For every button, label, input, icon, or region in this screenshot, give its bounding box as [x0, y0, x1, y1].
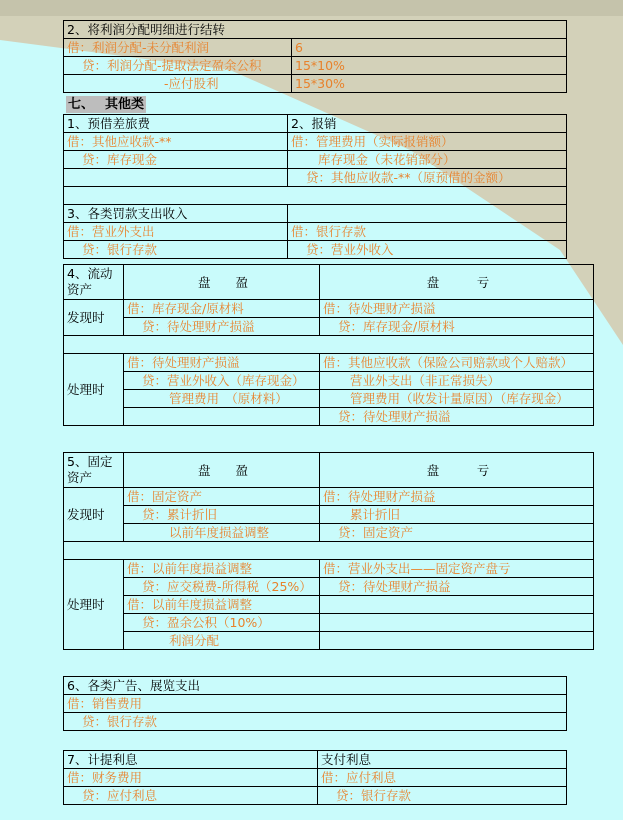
entry: 借：以前年度损益调整 — [124, 560, 320, 578]
entry: 贷：营业外收入（库存现金） — [124, 372, 320, 390]
entry: 借：财务费用 — [64, 769, 318, 787]
empty-cell — [64, 169, 288, 187]
entry: 借：管理费用（实际报销额） — [288, 133, 567, 151]
entry: 累计折旧 — [320, 506, 594, 524]
entry: 贷：银行存款 — [318, 787, 567, 805]
entry: -应付股利 — [64, 75, 292, 93]
column-header: 盘 亏 — [320, 453, 594, 488]
entry: 借：营业外支出——固定资产盘亏 — [320, 560, 594, 578]
empty-row — [64, 542, 594, 560]
entry: 贷：应交税费-所得税（25%） — [124, 578, 320, 596]
empty-cell — [320, 632, 594, 650]
fixed-assets-table — [63, 452, 594, 650]
cell-title: 3、各类罚款支出收入 — [64, 205, 288, 223]
amount: 6 — [292, 39, 567, 57]
section-heading: 七、 其他类 — [68, 97, 145, 112]
entry: 借：库存现金/原材料 — [124, 300, 320, 318]
profit-transfer-table — [63, 20, 567, 93]
entry: 借：利润分配-未分配利润 — [64, 39, 292, 57]
row-header: 发现时 — [64, 488, 124, 542]
row-header: 处理时 — [64, 560, 124, 650]
entry: 贷：累计折旧 — [124, 506, 320, 524]
entry: 借：待处理财产损益 — [320, 488, 594, 506]
entry: 营业外支出（非正常损失） — [320, 372, 594, 390]
entry: 利润分配 — [124, 632, 320, 650]
entry: 借：销售费用 — [64, 695, 567, 713]
entry: 借：待处理财产损溢 — [320, 300, 594, 318]
empty-cell — [124, 408, 320, 426]
entry: 借：其他应收款（保险公司赔款或个人赔款） — [320, 354, 594, 372]
entry: 借：银行存款 — [288, 223, 567, 241]
entry: 借：营业外支出 — [64, 223, 288, 241]
row-header: 处理时 — [64, 354, 124, 426]
advertising-table — [63, 676, 567, 731]
cell-title: 7、计提利息 — [64, 751, 318, 769]
entry: 以前年度损益调整 — [124, 524, 320, 542]
amount: 15*30% — [292, 75, 567, 93]
entry: 贷：库存现金 — [64, 151, 288, 169]
cell-title: 1、预借差旅费 — [64, 115, 288, 133]
empty-cell — [320, 596, 594, 614]
entry: 借：以前年度损益调整 — [124, 596, 320, 614]
column-header: 盘 盈 — [124, 453, 320, 488]
other-table — [63, 114, 567, 259]
entry: 贷：待处理财产损益 — [320, 578, 594, 596]
entry: 借：应付利息 — [318, 769, 567, 787]
entry: 库存现金（未花销部分） — [288, 151, 567, 169]
corner-cell: 4、流动资产 — [64, 265, 124, 300]
current-assets-table — [63, 264, 594, 426]
entry: 管理费用（收发计量原因）（库存现金） — [320, 390, 594, 408]
cell-title: 支付利息 — [318, 751, 567, 769]
entry: 贷：银行存款 — [64, 241, 288, 259]
row-header: 发现时 — [64, 300, 124, 336]
entry: 贷：盈余公积（10%） — [124, 614, 320, 632]
section-title: 6、各类广告、展览支出 — [64, 677, 567, 695]
entry: 贷：应付利息 — [64, 787, 318, 805]
entry: 贷：营业外收入 — [288, 241, 567, 259]
top-strip — [0, 0, 623, 16]
entry: 借：待处理财产损溢 — [124, 354, 320, 372]
column-header: 盘 亏 — [320, 265, 594, 300]
entry: 贷：待处理财产损溢 — [124, 318, 320, 336]
empty-row — [64, 187, 567, 205]
entry: 管理费用 （原材料） — [124, 390, 320, 408]
entry: 贷：库存现金/原材料 — [320, 318, 594, 336]
entry: 借：固定资产 — [124, 488, 320, 506]
interest-table — [63, 750, 567, 805]
amount: 15*10% — [292, 57, 567, 75]
entry: 借：其他应收款-** — [64, 133, 288, 151]
entry: 贷：其他应收款-**（原预借的金额） — [288, 169, 567, 187]
entry: 贷：银行存款 — [64, 713, 567, 731]
cell-title: 2、报销 — [288, 115, 567, 133]
column-header: 盘 盈 — [124, 265, 320, 300]
section-title: 2、将利润分配明细进行结转 — [64, 21, 567, 39]
entry: 贷：固定资产 — [320, 524, 594, 542]
entry: 贷：利润分配-提取法定盈余公积 — [64, 57, 292, 75]
empty-cell — [288, 205, 567, 223]
corner-cell: 5、固定资产 — [64, 453, 124, 488]
empty-cell — [320, 614, 594, 632]
entry: 贷：待处理财产损溢 — [320, 408, 594, 426]
empty-row — [64, 336, 594, 354]
